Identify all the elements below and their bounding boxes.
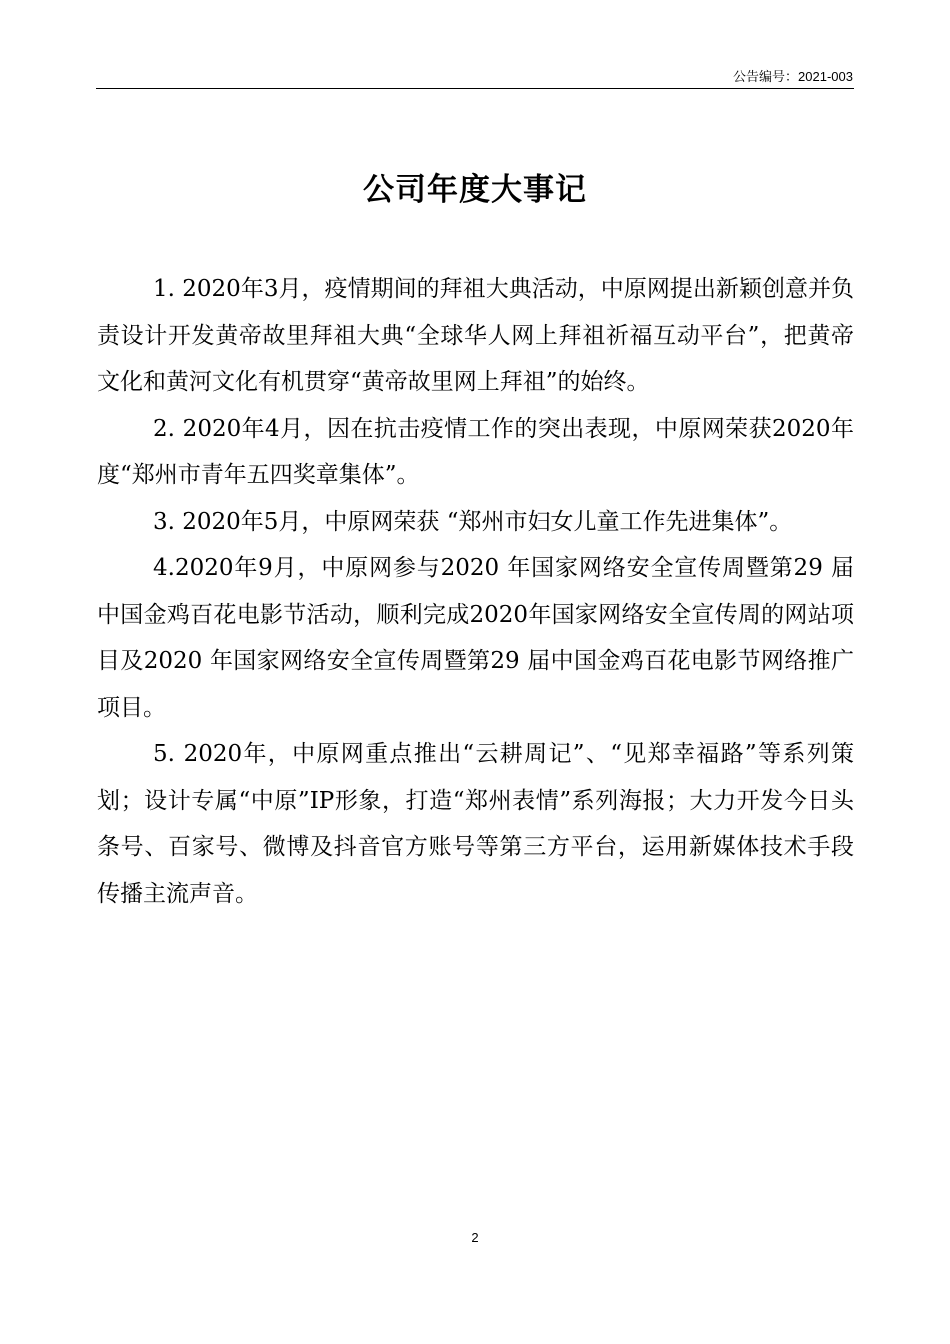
- document-body: [97, 266, 854, 917]
- page-number: 2: [471, 1230, 479, 1245]
- event-paragraph-1: 1. 2020年3月，疫情期间的拜祖大典活动，中原网提出新颖创意并负责设计开发黄帝故里拜祖大典“全球华人网上拜祖祈福互动平台”，把黄帝文化和黄河文化有机贯穿“黄帝故里网上拜祖”的始终。: [97, 276, 854, 395]
- announcement-number: 公告编号：2021-003: [733, 69, 853, 84]
- event-paragraph-5: 5. 2020年，中原网重点推出“云耕周记”、“见郑幸福路”等系列策划；设计专属“中原”IP形象，打造“郑州表情”系列海报；大力开发今日头条号、百家号、微博及抖音官方账号等第三方平台，运用新媒体技术手段传播主流声音。: [97, 741, 854, 907]
- event-paragraph-2: 2. 2020年4月，因在抗击疫情工作的突出表现，中原网荣获2020年度“郑州市青年五四奖章集体”。: [97, 415, 854, 488]
- page-title: 公司年度大事记: [363, 172, 587, 208]
- event-paragraph-3: 3. 2020年5月，中原网荣获 “郑州市妇女儿童工作先进集体”。: [153, 508, 793, 535]
- event-paragraph-4: 4.2020年9月，中原网参与2020 年国家网络安全宣传周暨第29 届中国金鸡百花电影节活动，顺利完成2020年国家网络安全宣传周的网站项目及2020 年国家网络安全宣传周暨第29 届中国金鸡百花电影节网络推广项目。: [97, 555, 854, 721]
- header-divider: [96, 88, 854, 89]
